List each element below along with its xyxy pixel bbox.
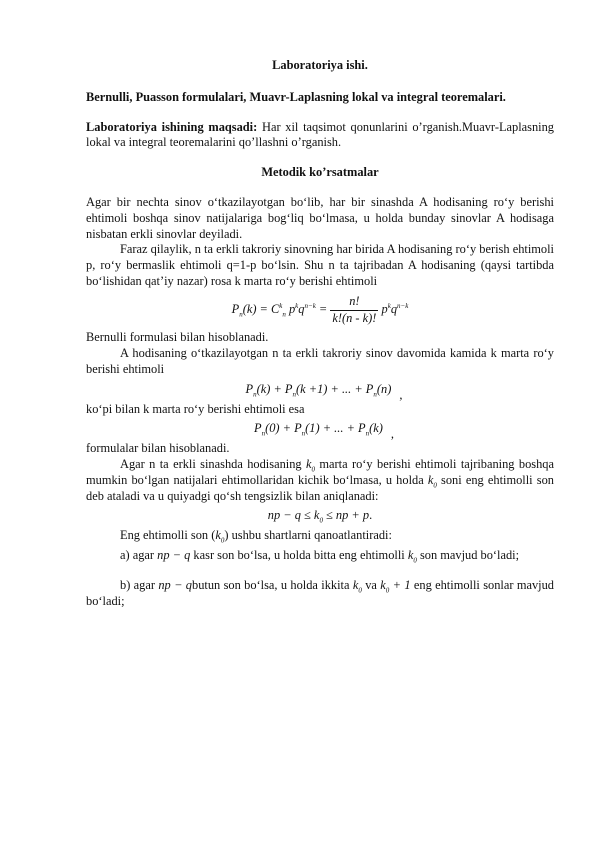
paragraph-at-most: ko‘pi bilan k marta ro‘y berishi ehtimoli esa [86, 401, 305, 416]
inequality-formula: np − $q \le k_0$ ≤ np + p. [267, 508, 373, 525]
aim-paragraph [86, 120, 554, 152]
aim-text: Har xil taqsimot qonunlarini o’rganish.Muavr-Laplasning lokal va integral teoremalarini qo’llashni o’rganish. [86, 119, 554, 150]
paragraph-conditions: Eng ehtimolli son $(k_0)$ ushbu shartlarni qanoatlantiradi: [120, 528, 392, 545]
paragraph-at-least: A hodisaning o‘tkazilayotgan n ta erkli takroriy sinov davomida kamida k marta ro‘y berishi ehtimoli [86, 346, 554, 376]
paragraph-most-probable: Agar n ta erkli sinashda hodisaning $k_0$ marta ro‘y berishi ehtimoli tajribaning boshqa mumkin bo‘lgan natijalari ehtimollaridan kichik bo‘lmasa, u holda $k_0$ soni eng ehtimolli son deb ataladi va u quiyadgi qo‘sh tengsizlik bilan aniqlanadi: [86, 456, 554, 503]
bernoulli-formula: $P_n(k) = C^k_n$ $p^kq^{n-k}$ = $\frac{n!}{k!(n - k)!}$ $p^kq^{n-k}$ [231, 293, 409, 325]
condition-a: a) agar np − q kasr son bo‘lsa, u holda bitta eng ehtimolli $k_0$ son mavjud bo‘ladi; [120, 547, 520, 565]
paragraph-formulas: formulalar bilan hisoblanadi. [86, 441, 230, 456]
bernoulli-fraction [330, 294, 378, 327]
fraction-denominator: k!(n - k)! [332, 310, 377, 325]
paragraph-bernoulli: Bernulli formulasi bilan hisoblanadi. [86, 330, 269, 345]
at-most-formula: $P_n(0) + P_n(1)$ + ... + $P_n(k)$ , [254, 421, 394, 442]
fraction-numerator: n! [330, 294, 378, 311]
section-title: Metodik ko’rsatmalar [261, 165, 379, 180]
aim-label: Laboratoriya ishining maqsadi: [86, 119, 258, 134]
page-title: Laboratoriya ishi. [272, 58, 368, 72]
paragraph-independent-trials: Agar bir nechta sinov o‘tkazilayotgan bo‘lib, har bir sinashda A hodisaning ro‘y berishi ehtimoli boshqa sinov natijalariga bog‘liq bo‘lmasa, u holda bunday sinovlar A hodisaga nisbatan erkli sinovlar deyiladi. [86, 194, 554, 241]
document-page [86, 58, 554, 609]
condition-b: b) agar np − qbutun son bo‘lsa, u holda ikkita $k_0$ va $k_0 + 1$ eng ehtimolli sonlar mavjud bo‘ladi; [86, 577, 554, 608]
lab-heading: Bernulli, Puasson formulalari, Muavr-Laplasning lokal va integral teoremalari. [86, 89, 506, 104]
paragraph-assumption: Faraz qilaylik, n ta erkli takroriy sinovning har birida A hodisaning ro‘y berish ehtimoli p, ro‘y bermaslik ehtimoli q=1-p bo‘lsin. Shu n ta tajribadan A hodisaning (qaysi tartibda bo‘lishidan qat’iy nazar) rosa k marta ro‘y berishi ehtimoli [86, 242, 554, 288]
k0-symbol: $k_0$ [306, 456, 315, 474]
at-least-formula: $P_n(k) + P_n(k +1)$ + ... + $P_n(n)$ , [245, 381, 403, 402]
